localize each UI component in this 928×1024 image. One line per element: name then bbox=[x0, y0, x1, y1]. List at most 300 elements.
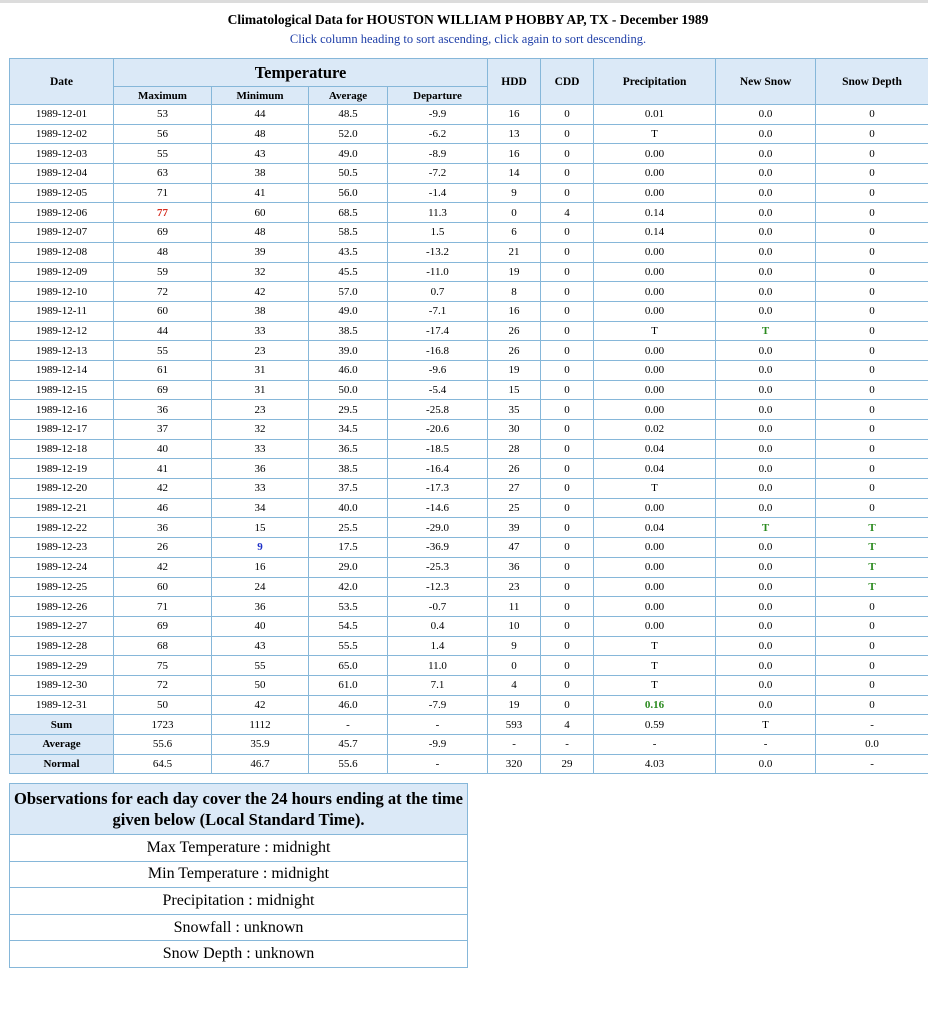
summary-row-sum bbox=[10, 715, 928, 735]
cell-date: 1989-12-07 bbox=[10, 223, 114, 243]
cell-departure: -7.2 bbox=[388, 164, 488, 184]
summary-cell-minimum: 1112 bbox=[212, 715, 309, 735]
table-row bbox=[10, 144, 928, 164]
cell-snow-depth: 0 bbox=[816, 498, 928, 518]
cell-hdd: 16 bbox=[488, 301, 541, 321]
cell-date: 1989-12-30 bbox=[10, 675, 114, 695]
cell-new-snow: 0.0 bbox=[716, 341, 816, 361]
table-row bbox=[10, 380, 928, 400]
cell-maximum: 53 bbox=[114, 105, 212, 125]
cell-new-snow: 0.0 bbox=[716, 223, 816, 243]
cell-hdd: 11 bbox=[488, 597, 541, 617]
cell-average: 46.0 bbox=[309, 695, 388, 715]
cell-hdd: 26 bbox=[488, 321, 541, 341]
cell-minimum: 36 bbox=[212, 597, 309, 617]
cell-precipitation: 0.00 bbox=[594, 498, 716, 518]
cell-precipitation: 0.04 bbox=[594, 439, 716, 459]
cell-hdd: 19 bbox=[488, 695, 541, 715]
observation-max-temperature: Max Temperature : midnight bbox=[10, 835, 468, 862]
cell-cdd: 0 bbox=[541, 124, 594, 144]
cell-maximum: 61 bbox=[114, 360, 212, 380]
summary-cell-hdd: 593 bbox=[488, 715, 541, 735]
header-snow-depth[interactable]: Snow Depth bbox=[816, 59, 928, 105]
cell-snow-depth: 0 bbox=[816, 420, 928, 440]
summary-cell-cdd: 29 bbox=[541, 754, 594, 774]
cell-snow-depth: 0 bbox=[816, 124, 928, 144]
cell-snow-depth: 0 bbox=[816, 223, 928, 243]
cell-departure: -17.4 bbox=[388, 321, 488, 341]
summary-cell-cdd: - bbox=[541, 735, 594, 755]
cell-date: 1989-12-22 bbox=[10, 518, 114, 538]
summary-cell-precipitation: 4.03 bbox=[594, 754, 716, 774]
cell-new-snow: 0.0 bbox=[716, 380, 816, 400]
cell-new-snow: 0.0 bbox=[716, 557, 816, 577]
cell-departure: -5.4 bbox=[388, 380, 488, 400]
header-minimum[interactable]: Minimum bbox=[212, 87, 309, 105]
cell-snow-depth: 0 bbox=[816, 695, 928, 715]
cell-minimum: 43 bbox=[212, 144, 309, 164]
summary-cell-snow-depth: - bbox=[816, 715, 928, 735]
summary-cell-maximum: 55.6 bbox=[114, 735, 212, 755]
cell-departure: -7.1 bbox=[388, 301, 488, 321]
cell-new-snow: 0.0 bbox=[716, 203, 816, 223]
cell-average: 34.5 bbox=[309, 420, 388, 440]
cell-departure: -18.5 bbox=[388, 439, 488, 459]
cell-minimum: 31 bbox=[212, 360, 309, 380]
cell-new-snow: 0.0 bbox=[716, 144, 816, 164]
summary-label: Sum bbox=[10, 715, 114, 735]
cell-minimum: 33 bbox=[212, 479, 309, 499]
cell-cdd: 0 bbox=[541, 183, 594, 203]
cell-minimum: 33 bbox=[212, 321, 309, 341]
cell-snow-depth: 0 bbox=[816, 675, 928, 695]
header-hdd[interactable]: HDD bbox=[488, 59, 541, 105]
cell-hdd: 9 bbox=[488, 636, 541, 656]
sort-instructions-link[interactable]: Click column heading to sort ascending, click again to sort descending. bbox=[289, 32, 647, 46]
cell-snow-depth: 0 bbox=[816, 105, 928, 125]
cell-cdd: 0 bbox=[541, 164, 594, 184]
cell-date: 1989-12-12 bbox=[10, 321, 114, 341]
cell-hdd: 19 bbox=[488, 262, 541, 282]
cell-departure: 1.4 bbox=[388, 636, 488, 656]
summary-cell-maximum: 64.5 bbox=[114, 754, 212, 774]
table-body bbox=[10, 105, 928, 715]
cell-date: 1989-12-09 bbox=[10, 262, 114, 282]
cell-date: 1989-12-25 bbox=[10, 577, 114, 597]
header-cdd[interactable]: CDD bbox=[541, 59, 594, 105]
cell-average: 29.0 bbox=[309, 557, 388, 577]
cell-maximum: 69 bbox=[114, 380, 212, 400]
cell-cdd: 0 bbox=[541, 321, 594, 341]
cell-average: 49.0 bbox=[309, 301, 388, 321]
cell-hdd: 10 bbox=[488, 616, 541, 636]
cell-departure: -9.9 bbox=[388, 105, 488, 125]
header-average[interactable]: Average bbox=[309, 87, 388, 105]
cell-maximum: 50 bbox=[114, 695, 212, 715]
cell-precipitation: 0.00 bbox=[594, 538, 716, 558]
cell-maximum: 72 bbox=[114, 675, 212, 695]
cell-cdd: 0 bbox=[541, 459, 594, 479]
header-temperature-group: Temperature bbox=[114, 59, 488, 87]
cell-snow-depth: 0 bbox=[816, 597, 928, 617]
cell-precipitation: 0.00 bbox=[594, 301, 716, 321]
cell-maximum: 55 bbox=[114, 144, 212, 164]
cell-date: 1989-12-29 bbox=[10, 656, 114, 676]
cell-minimum: 38 bbox=[212, 164, 309, 184]
cell-date: 1989-12-11 bbox=[10, 301, 114, 321]
summary-cell-hdd: - bbox=[488, 735, 541, 755]
cell-cdd: 0 bbox=[541, 675, 594, 695]
cell-precipitation: T bbox=[594, 479, 716, 499]
cell-maximum: 69 bbox=[114, 223, 212, 243]
cell-date: 1989-12-03 bbox=[10, 144, 114, 164]
cell-minimum: 40 bbox=[212, 616, 309, 636]
cell-precipitation: 0.00 bbox=[594, 577, 716, 597]
summary-label: Average bbox=[10, 735, 114, 755]
cell-hdd: 47 bbox=[488, 538, 541, 558]
cell-maximum: 36 bbox=[114, 400, 212, 420]
cell-maximum: 63 bbox=[114, 164, 212, 184]
cell-departure: -16.4 bbox=[388, 459, 488, 479]
page-title: Climatological Data for HOUSTON WILLIAM P HOBBY AP, TX - December 1989 bbox=[227, 12, 709, 27]
cell-average: 56.0 bbox=[309, 183, 388, 203]
cell-departure: -1.4 bbox=[388, 183, 488, 203]
cell-snow-depth: 0 bbox=[816, 282, 928, 302]
cell-cdd: 0 bbox=[541, 360, 594, 380]
cell-maximum: 26 bbox=[114, 538, 212, 558]
summary-cell-snow-depth: 0.0 bbox=[816, 735, 928, 755]
cell-cdd: 0 bbox=[541, 577, 594, 597]
observation-heading: Observations for each day cover the 24 hours ending at the time given below (Local Standard Time). bbox=[10, 784, 468, 835]
cell-precipitation: 0.01 bbox=[594, 105, 716, 125]
cell-average: 57.0 bbox=[309, 282, 388, 302]
cell-minimum: 50 bbox=[212, 675, 309, 695]
cell-hdd: 21 bbox=[488, 242, 541, 262]
cell-snow-depth: T bbox=[816, 557, 928, 577]
cell-snow-depth: 0 bbox=[816, 242, 928, 262]
cell-average: 42.0 bbox=[309, 577, 388, 597]
cell-departure: 11.3 bbox=[388, 203, 488, 223]
cell-minimum: 48 bbox=[212, 124, 309, 144]
cell-average: 52.0 bbox=[309, 124, 388, 144]
cell-new-snow: 0.0 bbox=[716, 124, 816, 144]
cell-new-snow: 0.0 bbox=[716, 597, 816, 617]
cell-new-snow: 0.0 bbox=[716, 538, 816, 558]
table-row bbox=[10, 223, 928, 243]
cell-departure: 0.7 bbox=[388, 282, 488, 302]
cell-precipitation: 0.02 bbox=[594, 420, 716, 440]
cell-maximum: 75 bbox=[114, 656, 212, 676]
cell-maximum: 60 bbox=[114, 577, 212, 597]
cell-precipitation: 0.14 bbox=[594, 203, 716, 223]
observation-min-temperature: Min Temperature : midnight bbox=[10, 861, 468, 888]
cell-average: 46.0 bbox=[309, 360, 388, 380]
cell-departure: 7.1 bbox=[388, 675, 488, 695]
cell-precipitation: 0.04 bbox=[594, 518, 716, 538]
cell-minimum: 32 bbox=[212, 420, 309, 440]
cell-average: 38.5 bbox=[309, 459, 388, 479]
table-row bbox=[10, 164, 928, 184]
cell-date: 1989-12-16 bbox=[10, 400, 114, 420]
top-divider bbox=[0, 0, 928, 3]
cell-precipitation: 0.00 bbox=[594, 183, 716, 203]
cell-snow-depth: 0 bbox=[816, 203, 928, 223]
cell-departure: 1.5 bbox=[388, 223, 488, 243]
cell-minimum: 32 bbox=[212, 262, 309, 282]
cell-new-snow: 0.0 bbox=[716, 675, 816, 695]
cell-hdd: 28 bbox=[488, 439, 541, 459]
cell-hdd: 26 bbox=[488, 459, 541, 479]
header-departure[interactable]: Departure bbox=[388, 87, 488, 105]
summary-cell-departure: - bbox=[388, 715, 488, 735]
cell-snow-depth: 0 bbox=[816, 656, 928, 676]
cell-maximum: 46 bbox=[114, 498, 212, 518]
cell-minimum: 33 bbox=[212, 439, 309, 459]
cell-cdd: 0 bbox=[541, 498, 594, 518]
cell-departure: -0.7 bbox=[388, 597, 488, 617]
cell-minimum: 42 bbox=[212, 282, 309, 302]
cell-hdd: 0 bbox=[488, 203, 541, 223]
cell-minimum: 31 bbox=[212, 380, 309, 400]
cell-hdd: 35 bbox=[488, 400, 541, 420]
cell-average: 29.5 bbox=[309, 400, 388, 420]
table-row bbox=[10, 498, 928, 518]
cell-precipitation: 0.00 bbox=[594, 242, 716, 262]
cell-date: 1989-12-20 bbox=[10, 479, 114, 499]
cell-snow-depth: T bbox=[816, 577, 928, 597]
cell-minimum: 9 bbox=[212, 538, 309, 558]
cell-new-snow: 0.0 bbox=[716, 420, 816, 440]
cell-average: 43.5 bbox=[309, 242, 388, 262]
cell-average: 54.5 bbox=[309, 616, 388, 636]
cell-maximum: 72 bbox=[114, 282, 212, 302]
cell-cdd: 0 bbox=[541, 341, 594, 361]
summary-row-average bbox=[10, 735, 928, 755]
cell-snow-depth: 0 bbox=[816, 341, 928, 361]
cell-hdd: 36 bbox=[488, 557, 541, 577]
cell-maximum: 60 bbox=[114, 301, 212, 321]
table-row bbox=[10, 420, 928, 440]
cell-departure: -16.8 bbox=[388, 341, 488, 361]
observation-times-table bbox=[9, 783, 468, 968]
summary-cell-average: 45.7 bbox=[309, 735, 388, 755]
cell-average: 25.5 bbox=[309, 518, 388, 538]
cell-average: 49.0 bbox=[309, 144, 388, 164]
cell-hdd: 9 bbox=[488, 183, 541, 203]
cell-snow-depth: 0 bbox=[816, 164, 928, 184]
table-row bbox=[10, 695, 928, 715]
summary-cell-new-snow: - bbox=[716, 735, 816, 755]
table-row bbox=[10, 282, 928, 302]
cell-cdd: 0 bbox=[541, 616, 594, 636]
cell-departure: -25.8 bbox=[388, 400, 488, 420]
cell-precipitation: 0.00 bbox=[594, 360, 716, 380]
cell-average: 65.0 bbox=[309, 656, 388, 676]
cell-date: 1989-12-31 bbox=[10, 695, 114, 715]
cell-snow-depth: 0 bbox=[816, 301, 928, 321]
cell-date: 1989-12-04 bbox=[10, 164, 114, 184]
cell-new-snow: T bbox=[716, 518, 816, 538]
cell-cdd: 0 bbox=[541, 223, 594, 243]
cell-precipitation: 0.00 bbox=[594, 341, 716, 361]
cell-precipitation: T bbox=[594, 656, 716, 676]
cell-average: 58.5 bbox=[309, 223, 388, 243]
cell-minimum: 44 bbox=[212, 105, 309, 125]
header-maximum[interactable]: Maximum bbox=[114, 87, 212, 105]
cell-cdd: 0 bbox=[541, 656, 594, 676]
cell-minimum: 55 bbox=[212, 656, 309, 676]
cell-date: 1989-12-17 bbox=[10, 420, 114, 440]
cell-new-snow: 0.0 bbox=[716, 242, 816, 262]
cell-date: 1989-12-15 bbox=[10, 380, 114, 400]
cell-hdd: 26 bbox=[488, 341, 541, 361]
summary-cell-departure: -9.9 bbox=[388, 735, 488, 755]
cell-minimum: 60 bbox=[212, 203, 309, 223]
cell-cdd: 0 bbox=[541, 695, 594, 715]
cell-precipitation: T bbox=[594, 675, 716, 695]
cell-precipitation: T bbox=[594, 636, 716, 656]
table-row bbox=[10, 479, 928, 499]
cell-maximum: 71 bbox=[114, 597, 212, 617]
cell-minimum: 42 bbox=[212, 695, 309, 715]
summary-cell-precipitation: 0.59 bbox=[594, 715, 716, 735]
cell-minimum: 43 bbox=[212, 636, 309, 656]
table-row bbox=[10, 203, 928, 223]
cell-cdd: 0 bbox=[541, 538, 594, 558]
table-row bbox=[10, 675, 928, 695]
table-row bbox=[10, 105, 928, 125]
cell-snow-depth: 0 bbox=[816, 400, 928, 420]
header-date[interactable]: Date bbox=[10, 59, 114, 105]
observation-snowfall: Snowfall : unknown bbox=[10, 914, 468, 941]
cell-snow-depth: 0 bbox=[816, 360, 928, 380]
cell-average: 38.5 bbox=[309, 321, 388, 341]
cell-departure: 11.0 bbox=[388, 656, 488, 676]
cell-average: 37.5 bbox=[309, 479, 388, 499]
cell-minimum: 38 bbox=[212, 301, 309, 321]
cell-new-snow: T bbox=[716, 321, 816, 341]
cell-departure: -25.3 bbox=[388, 557, 488, 577]
cell-new-snow: 0.0 bbox=[716, 695, 816, 715]
cell-precipitation: T bbox=[594, 124, 716, 144]
cell-precipitation: 0.00 bbox=[594, 400, 716, 420]
cell-hdd: 16 bbox=[488, 144, 541, 164]
cell-cdd: 0 bbox=[541, 420, 594, 440]
cell-new-snow: 0.0 bbox=[716, 360, 816, 380]
cell-precipitation: 0.16 bbox=[594, 695, 716, 715]
summary-cell-maximum: 1723 bbox=[114, 715, 212, 735]
cell-hdd: 4 bbox=[488, 675, 541, 695]
summary-cell-snow-depth: - bbox=[816, 754, 928, 774]
cell-date: 1989-12-14 bbox=[10, 360, 114, 380]
cell-maximum: 41 bbox=[114, 459, 212, 479]
cell-hdd: 6 bbox=[488, 223, 541, 243]
summary-cell-average: 55.6 bbox=[309, 754, 388, 774]
cell-snow-depth: 0 bbox=[816, 321, 928, 341]
cell-snow-depth: T bbox=[816, 538, 928, 558]
cell-maximum: 48 bbox=[114, 242, 212, 262]
cell-cdd: 0 bbox=[541, 301, 594, 321]
table-row bbox=[10, 124, 928, 144]
summary-cell-precipitation: - bbox=[594, 735, 716, 755]
cell-minimum: 15 bbox=[212, 518, 309, 538]
header-new-snow[interactable]: New Snow bbox=[716, 59, 816, 105]
cell-departure: -8.9 bbox=[388, 144, 488, 164]
cell-snow-depth: 0 bbox=[816, 183, 928, 203]
cell-maximum: 36 bbox=[114, 518, 212, 538]
cell-average: 55.5 bbox=[309, 636, 388, 656]
table-row bbox=[10, 439, 928, 459]
cell-new-snow: 0.0 bbox=[716, 498, 816, 518]
cell-cdd: 0 bbox=[541, 400, 594, 420]
cell-new-snow: 0.0 bbox=[716, 400, 816, 420]
cell-maximum: 69 bbox=[114, 616, 212, 636]
cell-minimum: 36 bbox=[212, 459, 309, 479]
cell-cdd: 0 bbox=[541, 479, 594, 499]
cell-new-snow: 0.0 bbox=[716, 262, 816, 282]
cell-hdd: 15 bbox=[488, 380, 541, 400]
cell-hdd: 16 bbox=[488, 105, 541, 125]
table-row bbox=[10, 301, 928, 321]
cell-departure: -7.9 bbox=[388, 695, 488, 715]
table-row bbox=[10, 262, 928, 282]
header-precipitation[interactable]: Precipitation bbox=[594, 59, 716, 105]
cell-snow-depth: 0 bbox=[816, 439, 928, 459]
cell-date: 1989-12-19 bbox=[10, 459, 114, 479]
cell-hdd: 13 bbox=[488, 124, 541, 144]
cell-date: 1989-12-26 bbox=[10, 597, 114, 617]
cell-hdd: 23 bbox=[488, 577, 541, 597]
cell-date: 1989-12-10 bbox=[10, 282, 114, 302]
cell-departure: -14.6 bbox=[388, 498, 488, 518]
cell-minimum: 34 bbox=[212, 498, 309, 518]
cell-minimum: 23 bbox=[212, 341, 309, 361]
summary-cell-cdd: 4 bbox=[541, 715, 594, 735]
cell-minimum: 41 bbox=[212, 183, 309, 203]
cell-departure: -9.6 bbox=[388, 360, 488, 380]
cell-precipitation: 0.00 bbox=[594, 597, 716, 617]
cell-maximum: 77 bbox=[114, 203, 212, 223]
cell-minimum: 23 bbox=[212, 400, 309, 420]
cell-new-snow: 0.0 bbox=[716, 282, 816, 302]
cell-precipitation: 0.04 bbox=[594, 459, 716, 479]
cell-hdd: 30 bbox=[488, 420, 541, 440]
table-row bbox=[10, 360, 928, 380]
table-row bbox=[10, 518, 928, 538]
cell-maximum: 42 bbox=[114, 557, 212, 577]
cell-minimum: 24 bbox=[212, 577, 309, 597]
cell-average: 40.0 bbox=[309, 498, 388, 518]
cell-date: 1989-12-18 bbox=[10, 439, 114, 459]
cell-average: 48.5 bbox=[309, 105, 388, 125]
cell-date: 1989-12-13 bbox=[10, 341, 114, 361]
cell-departure: -13.2 bbox=[388, 242, 488, 262]
cell-precipitation: 0.00 bbox=[594, 282, 716, 302]
cell-precipitation: T bbox=[594, 321, 716, 341]
cell-cdd: 0 bbox=[541, 144, 594, 164]
cell-cdd: 0 bbox=[541, 105, 594, 125]
cell-snow-depth: 0 bbox=[816, 262, 928, 282]
summary-cell-new-snow: 0.0 bbox=[716, 754, 816, 774]
cell-cdd: 0 bbox=[541, 636, 594, 656]
cell-precipitation: 0.14 bbox=[594, 223, 716, 243]
cell-precipitation: 0.00 bbox=[594, 164, 716, 184]
table-row bbox=[10, 538, 928, 558]
cell-new-snow: 0.0 bbox=[716, 656, 816, 676]
cell-maximum: 40 bbox=[114, 439, 212, 459]
cell-maximum: 42 bbox=[114, 479, 212, 499]
cell-date: 1989-12-06 bbox=[10, 203, 114, 223]
